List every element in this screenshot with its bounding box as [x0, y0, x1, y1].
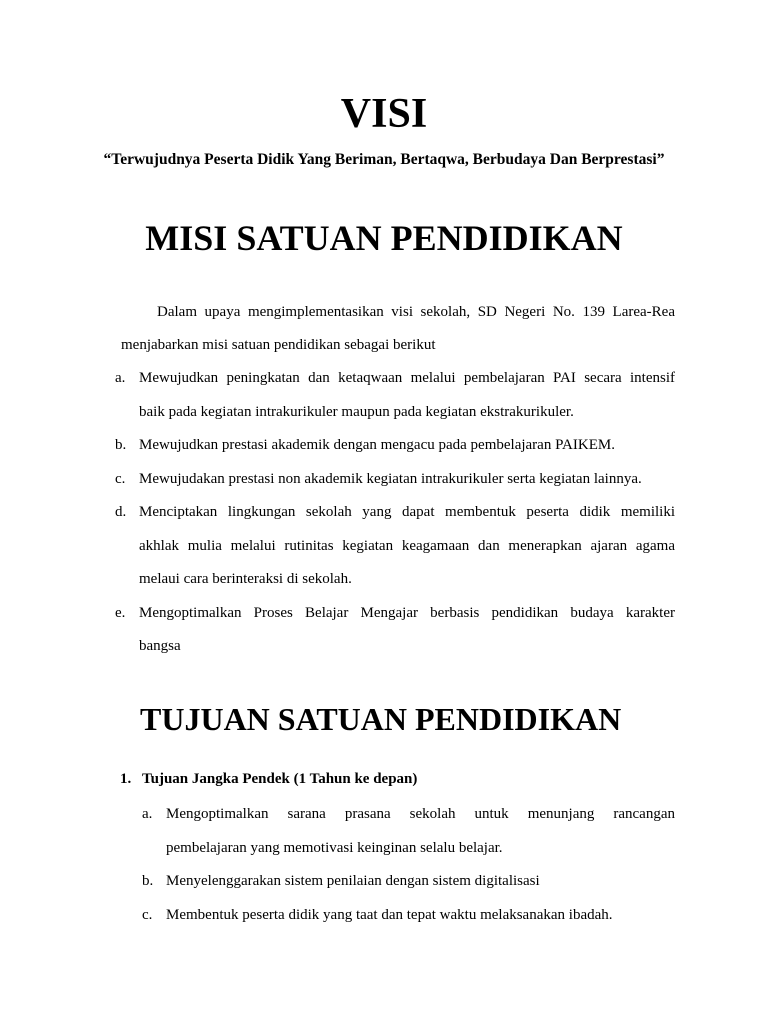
list-item-line: Mengoptimalkan Proses Belajar Mengajar berbasis pendidikan budaya karakter — [139, 604, 675, 621]
list-item-line: Menciptakan lingkungan sekolah yang dapat membentuk peserta didik memiliki — [139, 504, 675, 520]
list-marker: a. — [142, 806, 153, 822]
list-item-line: bangsa — [139, 638, 181, 654]
misi-intro-line-2: menjabarkan misi satuan pendidikan sebagai berikut — [121, 337, 436, 353]
list-item-line: akhlak mulia melalui rutinitas kegiatan keagamaan dan menerapkan ajaran agama — [139, 537, 675, 554]
list-item-text — [166, 899, 675, 933]
tujuan-title: TUJUAN SATUAN PENDIDIKAN — [140, 701, 622, 737]
misi-item-e — [0, 597, 768, 664]
misi-item-b — [0, 429, 768, 463]
misi-title: MISI SATUAN PENDIDIKAN — [145, 218, 623, 258]
list-item-line: pembelajaran yang memotivasi keinginan selalu belajar. — [166, 839, 503, 856]
list-item-line: Mewujudkan prestasi akademik dengan mengacu pada pembelajaran PAIKEM. — [139, 437, 615, 453]
list-marker: e. — [115, 604, 126, 621]
list-marker: b. — [142, 873, 154, 889]
list-marker: c. — [142, 906, 153, 923]
list-item-text — [139, 362, 675, 429]
subheading-text: Tujuan Jangka Pendek (1 Tahun ke depan) — [142, 771, 418, 787]
misi-item-c — [0, 463, 768, 497]
list-item-line: Mewujudakan prestasi non akademik kegiatan intrakurikuler serta kegiatan lainnya. — [139, 470, 642, 487]
tujuan-item-c — [0, 899, 768, 933]
list-item-line: Membentuk peserta didik yang taat dan tepat waktu melaksanakan ibadah. — [166, 906, 613, 923]
list-item-line: baik pada kegiatan intrakurikuler maupun pada kegiatan ekstrakurikuler. — [139, 403, 574, 420]
list-item-line: melaui cara berinteraksi di sekolah. — [139, 571, 352, 587]
list-item-text — [166, 865, 675, 899]
visi-title: VISI — [340, 91, 428, 137]
list-item-text — [139, 429, 675, 463]
list-marker: c. — [115, 470, 126, 487]
visi-statement: “Terwujudnya Peserta Didik Yang Beriman, Bertaqwa, Berbudaya Dan Berprestasi” — [103, 151, 665, 168]
misi-item-d — [0, 496, 768, 597]
list-item-text — [139, 597, 675, 664]
list-item-line: Mengoptimalkan sarana prasana sekolah untuk menunjang rancangan — [166, 806, 675, 822]
list-item-line: Mewujudkan peningkatan dan ketaqwaan melalui pembelajaran PAI secara intensif — [139, 370, 675, 386]
list-item-text — [139, 496, 675, 597]
tujuan-item-a — [0, 798, 768, 865]
misi-intro-paragraph — [121, 296, 675, 362]
list-marker: a. — [115, 370, 126, 386]
list-marker: d. — [115, 504, 127, 520]
list-item-text — [166, 798, 675, 865]
misi-list — [0, 362, 768, 664]
misi-item-a — [0, 362, 768, 429]
tujuan-list — [0, 798, 768, 932]
misi-intro-line-1: Dalam upaya mengimplementasikan visi sekolah, SD Negeri No. 139 Larea-Rea — [157, 304, 675, 320]
list-item-line: Menyelenggarakan sistem penilaian dengan sistem digitalisasi — [166, 873, 540, 889]
tujuan-subheading-1 — [120, 768, 417, 790]
subheading-number: 1. — [120, 771, 132, 787]
list-marker: b. — [115, 437, 127, 453]
list-item-text — [139, 463, 675, 497]
tujuan-item-b — [0, 865, 768, 899]
